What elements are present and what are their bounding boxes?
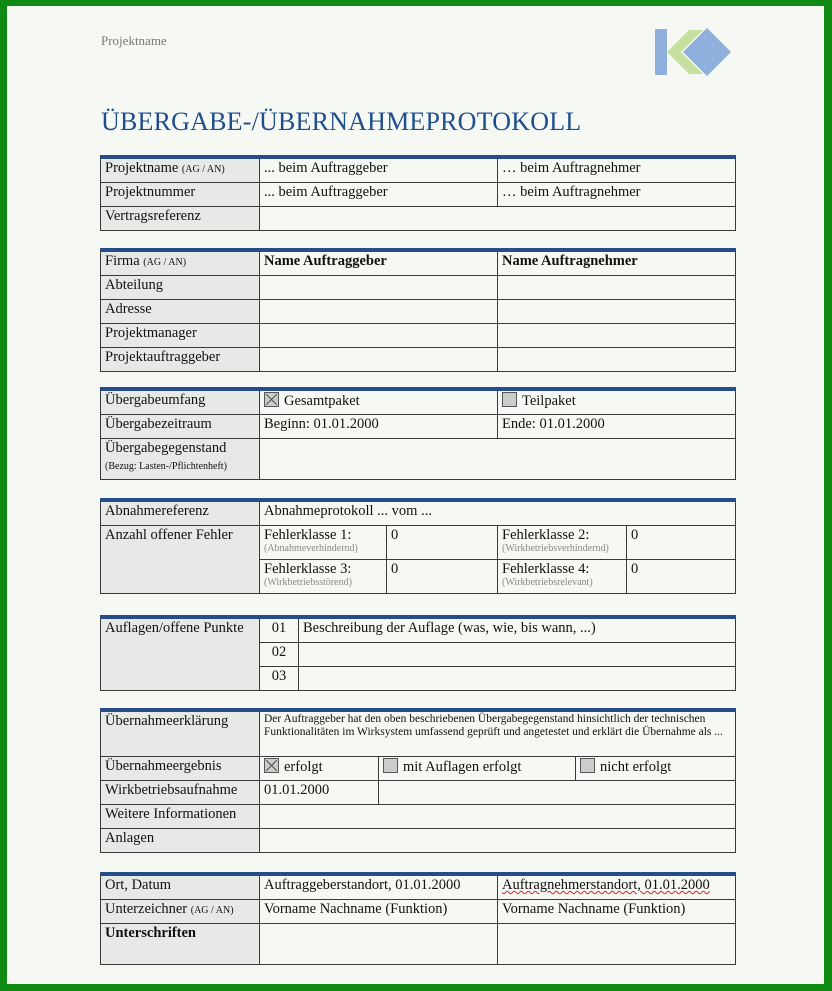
auflage-number: 01 [260, 617, 299, 643]
ort-datum-label: Ort, Datum [101, 874, 260, 900]
projektmanager-label: Projektmanager [101, 324, 260, 348]
uebergabezeitraum-label: Übergabezeitraum [101, 415, 260, 439]
signatures-table [100, 872, 736, 965]
unterschrift-ag-field[interactable] [260, 924, 498, 965]
anzahl-fehler-label: Anzahl offener Fehler [101, 526, 260, 594]
checkbox-unchecked-icon[interactable] [502, 392, 517, 407]
unterschrift-an-field[interactable] [498, 924, 736, 965]
table-row [101, 781, 736, 805]
table-row [101, 389, 736, 415]
ende-field[interactable]: Ende: 01.01.2000 [498, 415, 736, 439]
uebernahmeerklaerung-label: Übernahmeerklärung [101, 710, 260, 757]
table-row [101, 924, 736, 965]
abnahmereferenz-field[interactable]: Abnahmeprotokoll ... vom ... [260, 500, 736, 526]
beginn-field[interactable]: Beginn: 01.01.2000 [260, 415, 498, 439]
nicht-erfolgt-option[interactable]: nicht erfolgt [576, 757, 736, 781]
vertragsreferenz-field[interactable] [260, 207, 736, 231]
table-row [101, 500, 736, 526]
uebergabeumfang-label: Übergabeumfang [101, 389, 260, 415]
fehlerklasse-1-label: Fehlerklasse 1: (Abnahmeverhindernd) [260, 526, 387, 560]
name-auftragnehmer-header: Name Auftragnehmer [498, 250, 736, 276]
abteilung-an-field[interactable] [498, 276, 736, 300]
page-title: ÜBERGABE-/ÜBERNAHMEPROTOKOLL [101, 107, 582, 136]
abnahmereferenz-label: Abnahmereferenz [101, 500, 260, 526]
handover-scope-table [100, 387, 736, 480]
company-info-table [100, 248, 736, 372]
auflage-description-field[interactable]: Beschreibung der Auflage (was, wie, bis wann, ...) [299, 617, 736, 643]
table-row [101, 617, 736, 643]
abteilung-label: Abteilung [101, 276, 260, 300]
project-info-table [100, 155, 736, 231]
auflage-description-field[interactable] [299, 643, 736, 667]
wirkbetriebsaufnahme-label: Wirkbetriebsaufnahme [101, 781, 260, 805]
fehlerklasse-2-value[interactable]: 0 [627, 526, 736, 560]
unterzeichner-ag-field[interactable]: Vorname Nachname (Funktion) [260, 900, 498, 924]
table-row [101, 900, 736, 924]
name-auftraggeber-header: Name Auftraggeber [260, 250, 498, 276]
auflage-number: 02 [260, 643, 299, 667]
projektauftraggeber-an-field[interactable] [498, 348, 736, 372]
unterzeichner-an-field[interactable]: Vorname Nachname (Funktion) [498, 900, 736, 924]
table-row [101, 276, 736, 300]
adresse-an-field[interactable] [498, 300, 736, 324]
table-row [101, 874, 736, 900]
ort-datum-an-field[interactable]: Auftragnehmerstandort, 01.01.2000 [498, 874, 736, 900]
fehlerklasse-3-value[interactable]: 0 [387, 560, 498, 594]
checkbox-checked-icon[interactable] [264, 392, 279, 407]
abteilung-ag-field[interactable] [260, 276, 498, 300]
weitere-informationen-label: Weitere Informationen [101, 805, 260, 829]
erfolgt-option[interactable]: erfolgt [260, 757, 379, 781]
table-row [101, 348, 736, 372]
fehlerklasse-2-label: Fehlerklasse 2: (Wirkbetriebsverhindernd) [498, 526, 627, 560]
auflage-number: 03 [260, 667, 299, 691]
uebergabegegenstand-label: Übergabegegenstand (Bezug: Lasten-/Pflichtenheft) [101, 439, 260, 480]
table-row [101, 829, 736, 853]
table-row [101, 415, 736, 439]
gesamtpaket-option[interactable]: Gesamtpaket [260, 389, 498, 415]
projektmanager-an-field[interactable] [498, 324, 736, 348]
table-row [101, 324, 736, 348]
fehlerklasse-3-label: Fehlerklasse 3: (Wirkbetriebsstörend) [260, 560, 387, 594]
projektname-ag-field[interactable]: ... beim Auftraggeber [260, 157, 498, 183]
weitere-informationen-field[interactable] [260, 805, 736, 829]
table-row [101, 183, 736, 207]
projektname-label: Projektname (AG / AN) [101, 157, 260, 183]
adresse-label: Adresse [101, 300, 260, 324]
table-row [101, 710, 736, 757]
table-row [101, 805, 736, 829]
uebergabegegenstand-field[interactable] [260, 439, 736, 480]
checkbox-unchecked-icon[interactable] [383, 758, 398, 773]
table-row [101, 157, 736, 183]
table-row [101, 207, 736, 231]
projektname-an-field[interactable]: … beim Auftragnehmer [498, 157, 736, 183]
anlagen-label: Anlagen [101, 829, 260, 853]
table-row [101, 300, 736, 324]
auflagen-label: Auflagen/offene Punkte [101, 617, 260, 691]
document-page [7, 6, 824, 984]
teilpaket-option[interactable]: Teilpaket [498, 389, 736, 415]
fehlerklasse-4-label: Fehlerklasse 4: (Wirkbetriebsrelevant) [498, 560, 627, 594]
ort-datum-ag-field[interactable]: Auftraggeberstandort, 01.01.2000 [260, 874, 498, 900]
company-logo [655, 27, 735, 77]
table-row [101, 526, 736, 560]
conditions-table [100, 615, 736, 691]
projektauftraggeber-ag-field[interactable] [260, 348, 498, 372]
checkbox-checked-icon[interactable] [264, 758, 279, 773]
table-row [101, 439, 736, 480]
auflage-description-field[interactable] [299, 667, 736, 691]
wirkbetriebsaufnahme-extra-field[interactable] [379, 781, 736, 805]
acceptance-declaration-table [100, 708, 736, 853]
projektnummer-ag-field[interactable]: ... beim Auftraggeber [260, 183, 498, 207]
checkbox-unchecked-icon[interactable] [580, 758, 595, 773]
header-project-name: Projektname [101, 33, 167, 48]
projektauftraggeber-label: Projektauftraggeber [101, 348, 260, 372]
uebernahmeergebnis-label: Übernahmeergebnis [101, 757, 260, 781]
projektnummer-an-field[interactable]: … beim Auftragnehmer [498, 183, 736, 207]
projektnummer-label: Projektnummer [101, 183, 260, 207]
vertragsreferenz-label: Vertragsreferenz [101, 207, 260, 231]
unterzeichner-label: Unterzeichner (AG / AN) [101, 900, 260, 924]
wirkbetriebsaufnahme-field[interactable]: 01.01.2000 [260, 781, 379, 805]
acceptance-reference-table [100, 498, 736, 594]
anlagen-field[interactable] [260, 829, 736, 853]
adresse-ag-field[interactable] [260, 300, 498, 324]
projektmanager-ag-field[interactable] [260, 324, 498, 348]
fehlerklasse-1-value[interactable]: 0 [387, 526, 498, 560]
mit-auflagen-option[interactable]: mit Auflagen erfolgt [379, 757, 576, 781]
fehlerklasse-4-value[interactable]: 0 [627, 560, 736, 594]
unterschriften-label: Unterschriften [101, 924, 260, 965]
table-row [101, 757, 736, 781]
uebernahmeerklaerung-text: Der Auftraggeber hat den oben beschriebenen Übergabegegenstand hinsichtlich der technischen Funktionalitäten im Wirksystem umfassend geprüft und angetestet und erklärt die Übernahme als ... [260, 710, 736, 757]
firma-label: Firma (AG / AN) [101, 250, 260, 276]
table-row [101, 250, 736, 276]
